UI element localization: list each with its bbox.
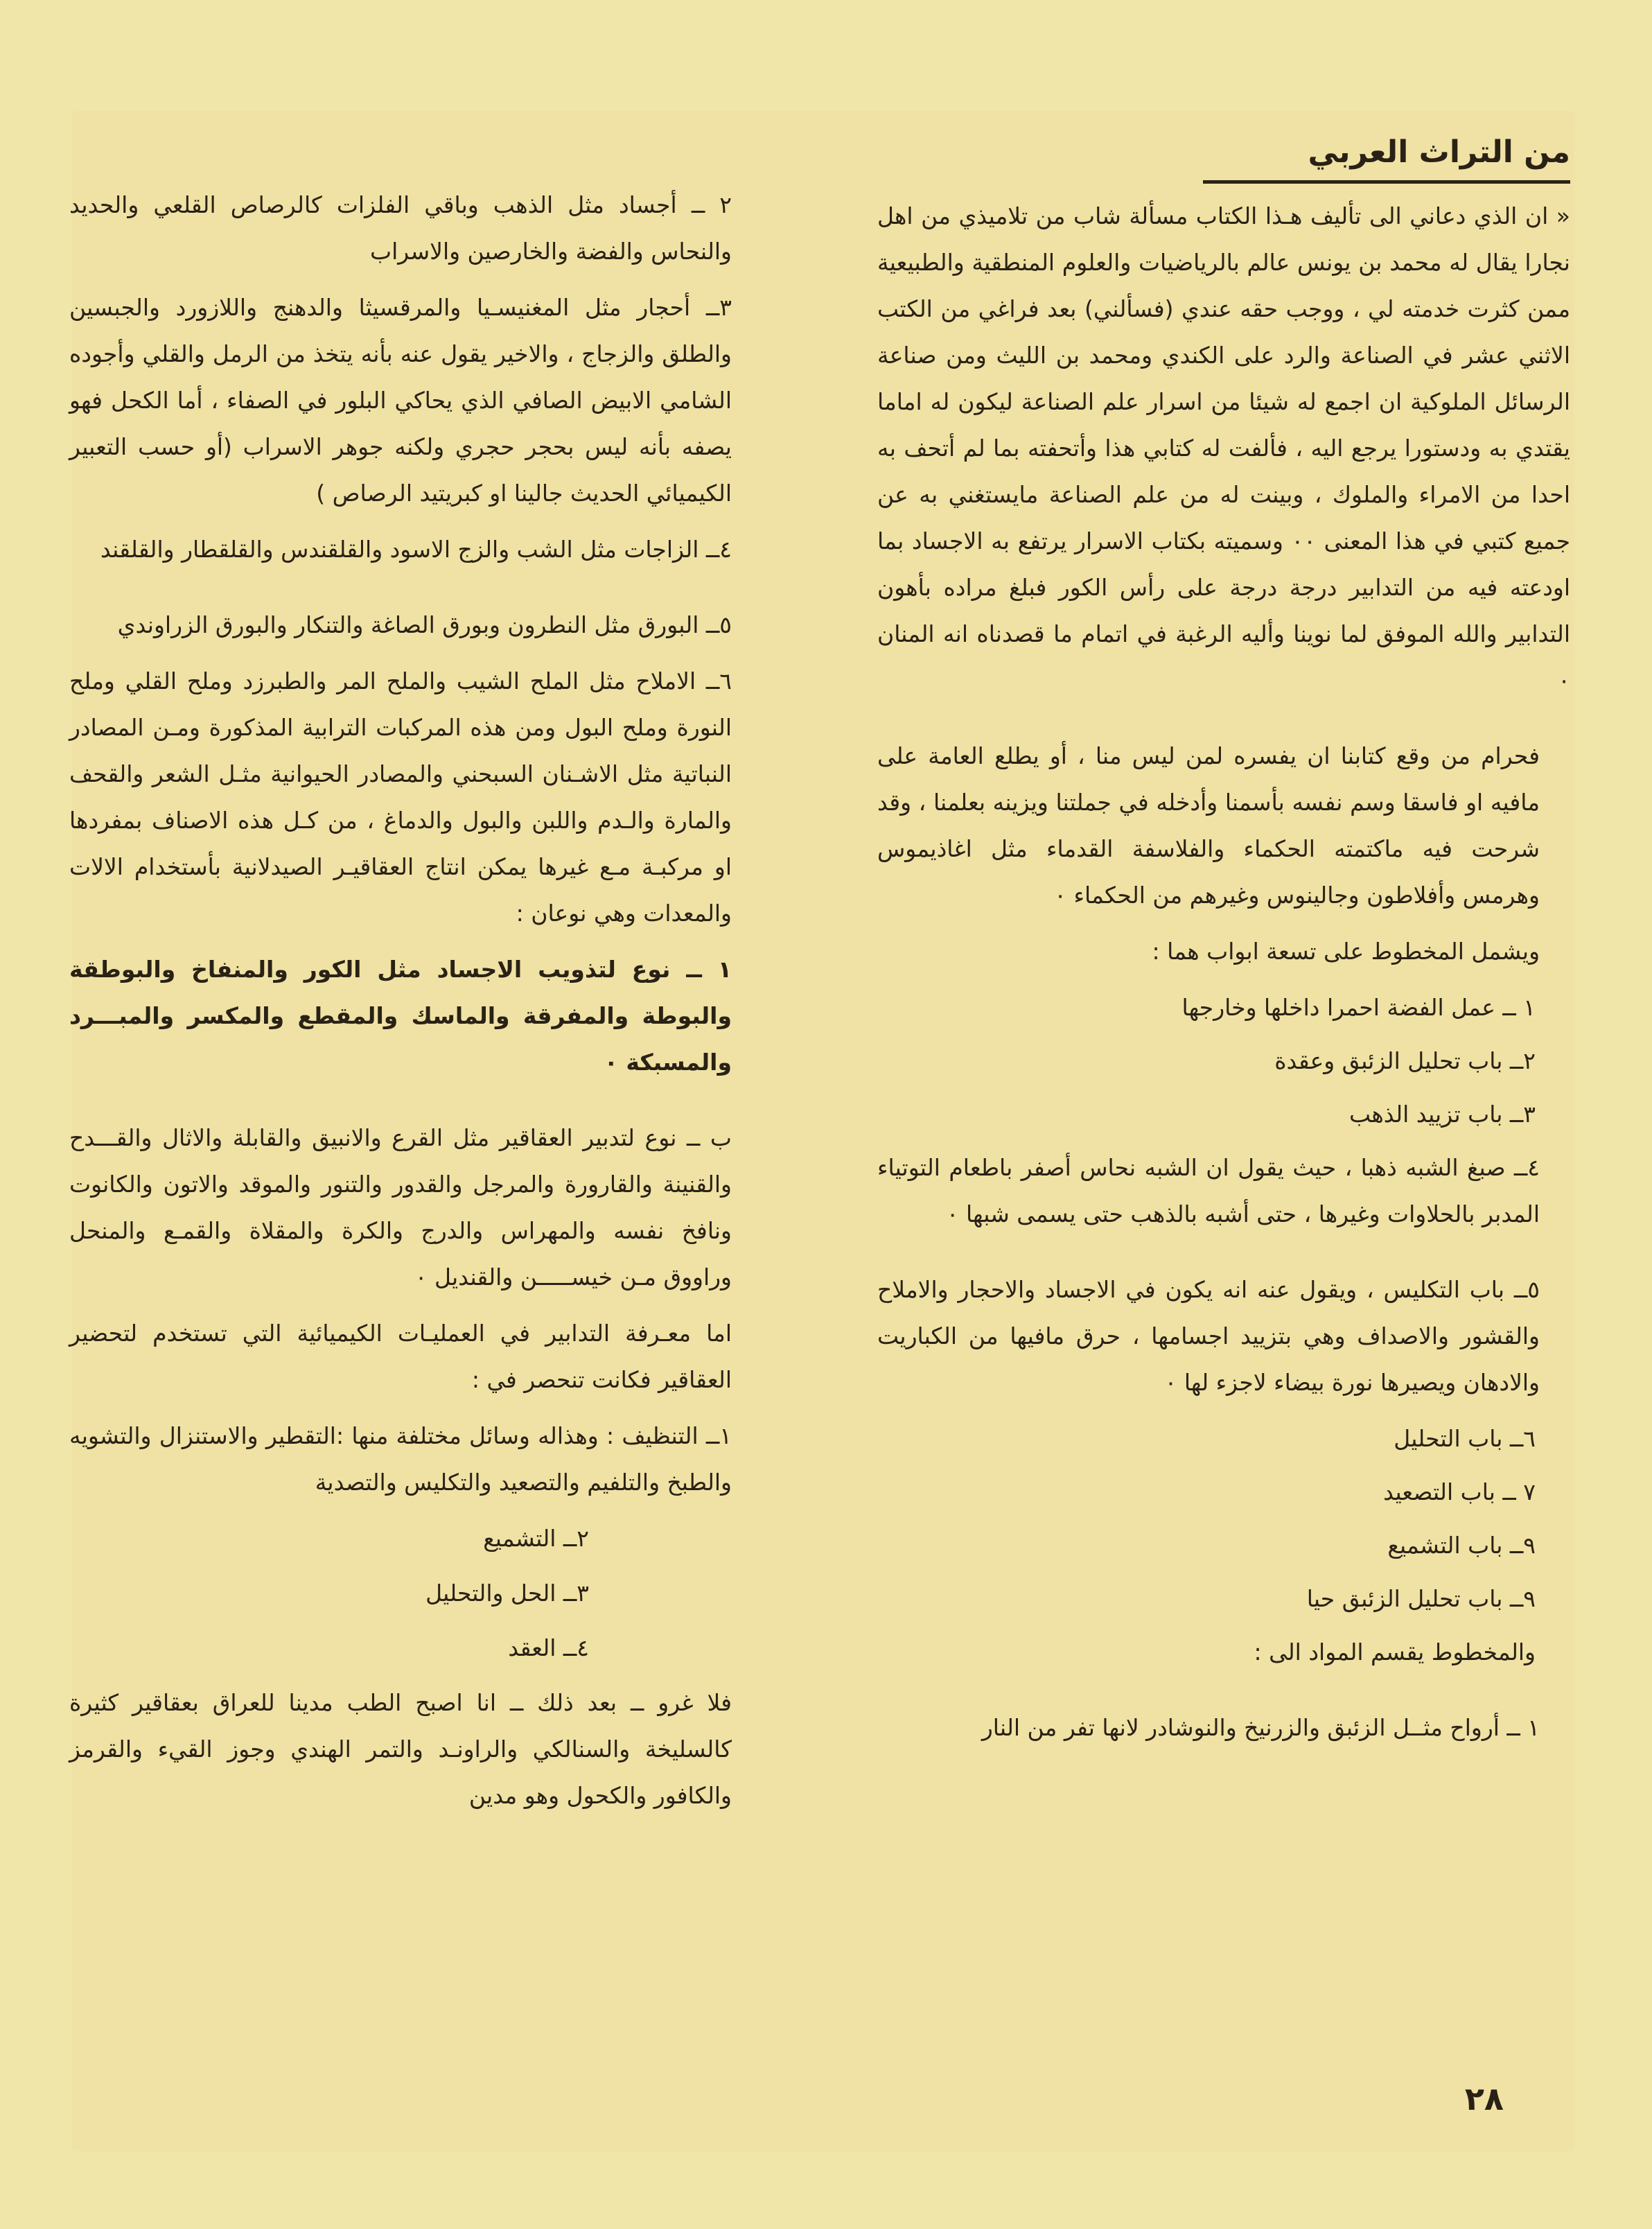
list-item: ب ــ نوع لتدبير العقاقير مثل القرع والانبيق والقابلة والاثال والقـــدح والقنينة والقارورة والمرجل والقدور والتنور والموقد والاتون والكانوت ونافخ نفسه والمهراس والدرج والكرة والمقلاة والقمـع والمنحل وراووق مـن خيســـــن والقنديل ٠ <box>69 1124 732 1291</box>
list-item: ٣ــ الحل والتحليل <box>425 1580 589 1607</box>
list-item: ١ ــ عمل الفضة احمرا داخلها وخارجها <box>1181 994 1536 1021</box>
list-item: ٢ ــ أجساد مثل الذهب وباقي الفلزات كالرصاص القلعي والحديد والنحاس والفضة والخارصين والاسراب <box>69 191 732 265</box>
list-item: ٤ــ العقد <box>508 1634 589 1661</box>
list-item: ٣ــ باب تزييد الذهب <box>1348 1101 1536 1128</box>
paragraph: ويشمل المخطوط على تسعة ابواب هما : <box>1152 938 1540 965</box>
list-item: ٦ــ الاملاح مثل الملح الشيب والملح المر والطبرزد وملح القلي وملح النورة وملح البول ومن هذه المركبات الترابية المذكورة ومـن المصادر النباتية مثل الاشـنان السبحني والمصادر الحيوانية مثـل الشعر والقحف والمارة والـدم واللبن والبول والدماغ ، من كـل هذه الاصناف بمفردها او مركبـة مـع غيرها يمكن انتاج العقاقيـر الصيدلانية بأستخدام الالات والمعدات وهي نوعان : <box>69 667 732 927</box>
list-item: ٧ ــ باب التصعيد <box>1383 1478 1536 1505</box>
section-header <box>1308 132 1570 173</box>
list-item: ١ ــ نوع لتذويب الاجساد مثل الكور والمنفاخ والبوطقة والبوطة والمفرقة والماسك والمقطع والمكسر والمبـــرد والمسبكة ٠ <box>69 956 732 1076</box>
left-column <box>69 182 762 1828</box>
list-item: ٥ــ البورق مثل النطرون وبورق الصاغة والتنكار والبورق الزراوندي <box>117 611 732 638</box>
paragraph: اما معـرفة التدابير في العمليـات الكيميائية التي تستخدم لتحضير العقاقير فكانت تنحصر في : <box>69 1320 732 1393</box>
list-item: ٥ــ باب التكليس ، ويقول عنه انه يكون في الاجساد والاحجار والاملاح والقشور والاصداف وهي بتزييد اجسامها ، حرق مافيها من الكباريت والادهان ويصيرها نورة بيضاء لاجزء لها ٠ <box>877 1276 1540 1396</box>
list-item: ٦ــ باب التحليل <box>1394 1425 1536 1452</box>
paragraph: والمخطوط يقسم المواد الى : <box>1254 1638 1536 1666</box>
header-underline <box>1203 180 1570 184</box>
list-item: ٢ــ التشميع <box>483 1525 589 1552</box>
paragraph: « ان الذي دعاني الى تأليف هـذا الكتاب مسألة شاب من تلاميذي من اهل نجارا يقال له محمد بن يونس عالم بالرياضيات والعلوم المنطقية والطبيعية ممن كثرت خدمته لي ، ووجب حقه عندي (فسألني) بعد فراغي من الكتب الاثني عشر في الصناعة والرد على الكندي ومحمد بن الليث ومن صناعة الرسائل الملوكية ان اجمع له شيئا من اسرار علم الصناعة ليكون له اماما يقتدي به ودستورا يرجع اليه ، فألفت له كتابي هذا وأتحفته بما لم أتحف به احدا من الامراء والملوك ، وبينت له من علم الصناعة مايستغني به عن جميع كتبي في هذا المعنى ٠٠ وسميته بكتاب الاسرار يرتفع به الاجساد بما اودعته فيه من التدابير درجة درجة على رأس الكور فبلغ مراده بأهون التدابير والله الموفق لما نوينا وأليه الرغبة في اتمام ما قصدناه انه المنان ٠ <box>877 202 1571 694</box>
list-item: ٩ــ باب التشميع <box>1387 1532 1536 1559</box>
page-number: ٢٨ <box>1464 2080 1504 2117</box>
list-item: ٤ــ صبغ الشبه ذهبا ، حيث يقول ان الشبه نحاس أصفر باطعام التوتياء المدبر بالحلاوات وغيرها ، حتى أشبه بالذهب حتى يسمى شبها ٠ <box>877 1154 1540 1227</box>
list-item: ٩ــ باب تحليل الزئبق حيا <box>1306 1585 1536 1612</box>
list-item: ٣ــ أحجار مثل المغنيسـيا والمرقسيثا والدهنج واللازورد والجبسين والطلق والزجاج ، والاخير يقول عنه بأنه يتخذ من الرمل والقلي وأجوده الشامي الابيض الصافي الذي يحاكي البلور في الصفاء ، أما الكحل فهو يصفه بأنه ليس بحجر حجري ولكنه جوهر الاسراب (أو حسب التعبير الكيميائي الحديث جالينا او كبريتيد الرصاص ) <box>69 294 732 507</box>
right-column <box>877 193 1570 1760</box>
list-item: ١ ــ أرواح مثــل الزئبق والزرنيخ والنوشادر لانها تفر من النار <box>981 1714 1540 1741</box>
list-item: ٢ــ باب تحليل الزئبق وعقدة <box>1274 1047 1536 1074</box>
paragraph: فحرام من وقع كتابنا ان يفسره لمن ليس منا ، أو يطلع العامة على مافيه او فاسقا وسم نفسه بأسمنا وأدخله في جملتنا ويزينه بعلمنا ، وقد شرحت فيه ماكتمته الحكماء والفلاسفة القدماء مثل اغاذيموس وهرمس وأفلاطون وجالينوس وغيرهم من الحكماء ٠ <box>877 742 1540 909</box>
list-item: ١ــ التنظيف : وهذاله وسائل مختلفة منها :التقطير والاستنزال والتشويه والطبخ والتلفيم والتصعيد والتكليس والتصدية <box>69 1422 732 1496</box>
list-item: ٤ــ الزاجات مثل الشب والزج الاسود والقلقندس والقلقطار والقلقند <box>100 536 732 563</box>
paragraph: فلا غرو ــ بعد ذلك ــ انا اصبح الطب مدينا للعراق بعقاقير كثيرة كالسليخة والسنالكي والراونـد والتمر الهندي وجوز القيء والقرمز والكافور والكحول وهو مدين <box>69 1689 732 1809</box>
section-title: من التراث العربي <box>1308 134 1570 170</box>
